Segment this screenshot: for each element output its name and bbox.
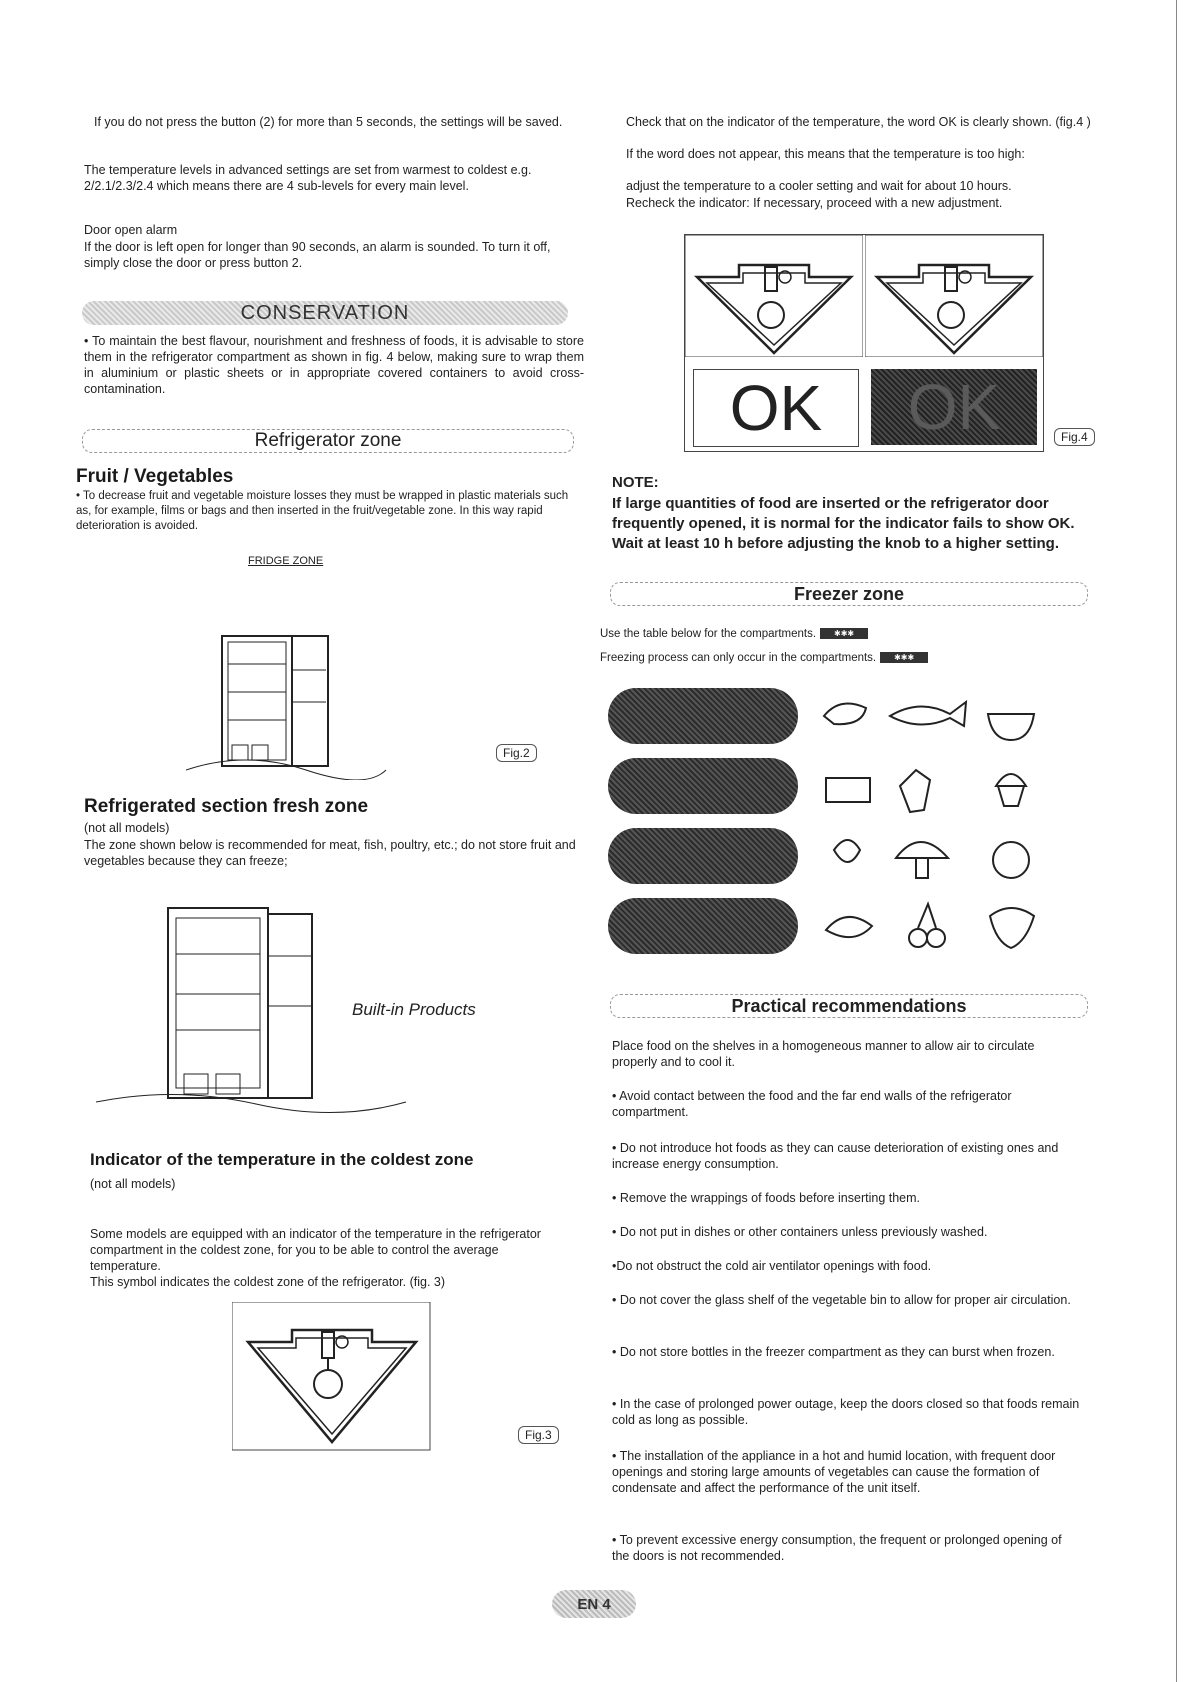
freezer-star-badge-1: ✱✱✱ [820,628,868,639]
rec-item: • Do not put in dishes or other containers unless previously washed. [612,1225,988,1239]
check-ok-text: Check that on the indicator of the temperature, the word OK is clearly shown. (fig.4 ) [626,115,1091,129]
ok-hidden-box [871,369,1037,445]
coldest-zone-symbol [232,1302,432,1452]
fresh-zone-text: The zone shown below is recommended for meat, fish, poultry, etc.; do not store fruit and vegetables because they can freeze; [84,838,576,868]
intro-saved-text: If you do not press the button (2) for more than 5 seconds, the settings will be saved. [94,115,563,129]
mushroom-icon [896,842,948,878]
indicator-text-2: This symbol indicates the coldest zone of the refrigerator. (fig. 3) [90,1275,446,1289]
vegetable-icon [834,840,860,862]
refrigerator-zone-banner [82,429,574,453]
conservation-title: CONSERVATION [240,301,410,324]
note-text: If large quantities of food are inserted or the refrigerator door frequently opened, it is normal for the indicator fails to show OK. Wait at least 10 h before adjusting the knob to a higher setting. [612,495,1075,552]
ok-hidden-label: OK [907,371,1001,443]
freezer-group-pill-1 [608,688,798,744]
freezer-star-badge-2: ✱✱✱ [880,652,928,663]
note-title: NOTE: [612,474,659,491]
fruit-vegetables-title: Fruit / Vegetables [76,466,234,487]
freezer-text-1-label: Use the table below for the compartments. [600,628,817,640]
freezer-text-2 [600,651,928,666]
builtin-products-label: Built-in Products [352,1000,476,1019]
check-adjust-text: adjust the temperature to a cooler setting and wait for about 10 hours. [626,179,1012,193]
fruit-vegetables-text: • To decrease fruit and vegetable moisture losses they must be wrapped in plastic materials such as, for example, films or bags and then inserted in the fruit/vegetable zone. In this way rapid deterioration is avoided. [76,490,569,532]
fig4-indicator-panel [684,234,1044,452]
rec-item: • Do not introduce hot foods as they can cause deterioration of existing ones and increase energy consumption. [612,1141,1059,1171]
practical-recommendations-banner [610,994,1088,1018]
freezer-text-1 [600,627,868,642]
rec-item: Place food on the shelves in a homogeneous manner to allow air to circulate properly and to cool it. [612,1039,1035,1069]
cow-icon [990,908,1034,948]
conservation-banner [82,301,568,325]
refrigerator-zone-title: Refrigerator zone [254,430,402,451]
chicken-icon [826,917,872,937]
indicator-symbol-right [865,235,1043,357]
freezer-food-icons [820,690,1050,960]
apple-icon [993,842,1029,878]
door-alarm-title: Door open alarm [84,223,178,237]
check-not-appear-text: If the word does not appear, this means that the temperature is too high: [626,147,1025,161]
fish-icon [890,702,966,726]
freezer-text-2-label: Freezing process can only occur in the compartments. [600,652,877,664]
indicator-note: (not all models) [90,1177,176,1191]
conservation-text: • To maintain the best flavour, nourishment and freshness of foods, it is advisable to store them in the refrigerator compartment as shown in fig. 4 below, making sure to wrap them in aluminium or plastic sheets or in appropriate covered containers to avoid cross-contamination. [84,334,584,396]
fig2-label: Fig.2 [496,744,537,762]
fresh-zone-title: Refrigerated section fresh zone [84,796,369,817]
check-recheck-text: Recheck the indicator: If necessary, proceed with a new adjustment. [626,196,1003,210]
ok-visible-label: OK [729,372,823,444]
rec-item: • Do not cover the glass shelf of the vegetable bin to allow for proper air circulation. [612,1293,1071,1307]
freezer-zone-banner [610,582,1088,606]
cherries-icon [909,929,927,947]
fridge-zone-label: FRIDGE ZONE [248,555,324,567]
ok-visible-box [693,369,859,447]
page-number-badge [552,1590,636,1618]
fig4-label: Fig.4 [1054,428,1095,446]
fresh-zone-note: (not all models) [84,821,170,835]
scan-edge-line [1176,0,1177,1682]
cheese-icon [826,778,870,802]
fridge-zone-illustration [186,630,406,780]
freezer-group-pill-2 [608,758,798,814]
intro-levels-text: The temperature levels in advanced settings are set from warmest to coldest e.g. 2/2.1/2.3/2.4 which means there are 4 sub-levels for every main level. [84,163,532,193]
bread-icon [824,704,866,725]
fig3-label: Fig.3 [518,1426,559,1444]
indicator-symbol-left [685,235,863,357]
deer-icon [900,770,930,812]
practical-recommendations-title: Practical recommendations [731,995,967,1016]
rec-item: •Do not obstruct the cold air ventilator openings with food. [612,1259,932,1273]
soup-bowl-icon [988,714,1034,740]
freezer-group-pill-4 [608,898,798,954]
indicator-text-1: Some models are equipped with an indicator of the temperature in the refrigerator compartment in the coldest zone, for you to be able to control the average temperature. [90,1227,541,1273]
rec-item: • In the case of prolonged power outage, keep the doors closed so that foods remain cold as long as possible. [612,1397,1080,1427]
rec-item: • The installation of the appliance in a hot and humid location, with frequent door openings and storing large amounts of vegetables can cause the formation of condensate and affect the performance of the unit itself. [612,1449,1056,1495]
indicator-title: Indicator of the temperature in the coldest zone [90,1150,474,1169]
rec-item: • To prevent excessive energy consumption, the frequent or prolonged opening of the doors is not recommended. [612,1533,1062,1563]
freezer-zone-title: Freezer zone [793,583,905,604]
door-alarm-text: If the door is left open for longer than 90 seconds, an alarm is sounded. To turn it off, simply close the door or press button 2. [84,240,551,270]
rec-item: • Do not store bottles in the freezer compartment as they can burst when frozen. [612,1345,1055,1359]
cupcake-icon [996,774,1026,806]
rec-item: • Avoid contact between the food and the far end walls of the refrigerator compartment. [612,1089,1012,1119]
rec-item: • Remove the wrappings of foods before inserting them. [612,1191,921,1205]
freezer-group-pill-3 [608,828,798,884]
page-number: EN 4 [577,1595,611,1613]
